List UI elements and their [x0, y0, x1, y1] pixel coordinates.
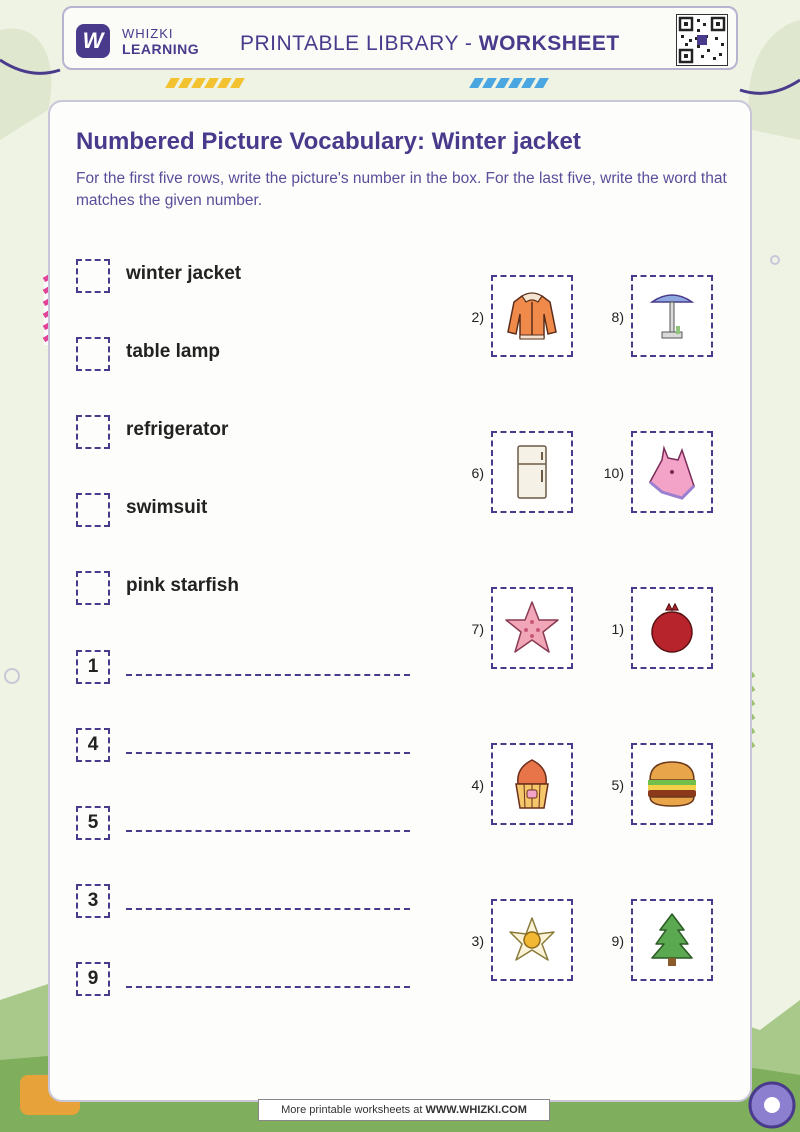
swimsuit-icon — [642, 442, 702, 502]
cupcake-icon — [502, 754, 562, 814]
vocab-word: pink starfish — [126, 575, 239, 596]
number-box: 5 — [76, 806, 110, 840]
picture-number: 2) — [471, 309, 484, 325]
picture-number: 10) — [603, 465, 624, 481]
brand-name-top: WHIZKI — [122, 26, 174, 41]
number-box: 1 — [76, 650, 110, 684]
picture-number: 9) — [611, 933, 624, 949]
number-box: 9 — [76, 962, 110, 996]
header-title-prefix: PRINTABLE LIBRARY - — [240, 32, 479, 55]
burger-icon — [642, 754, 702, 814]
qr-code-icon[interactable] — [676, 14, 728, 66]
pink-starfish-icon — [502, 598, 562, 658]
picture-card — [491, 431, 573, 513]
picture-number: 4) — [471, 777, 484, 793]
header-title — [240, 32, 620, 56]
pine-tree-icon — [642, 910, 702, 970]
picture-card — [631, 431, 713, 513]
pomegranate-icon — [642, 598, 702, 658]
vocab-word: refrigerator — [126, 419, 229, 440]
answer-line[interactable] — [126, 830, 410, 832]
picture-number: 6) — [471, 465, 484, 481]
footer-link[interactable]: WWW.WHIZKI.COM — [425, 1104, 527, 1116]
footer-text: More printable worksheets at — [281, 1104, 426, 1116]
picture-card — [631, 587, 713, 669]
answer-box[interactable] — [76, 259, 110, 293]
number-box: 3 — [76, 884, 110, 918]
picture-number: 1) — [611, 621, 624, 637]
answer-line[interactable] — [126, 752, 410, 754]
picture-card — [491, 587, 573, 669]
answer-box[interactable] — [76, 571, 110, 605]
picture-card — [631, 899, 713, 981]
picture-card — [491, 899, 573, 981]
picture-number: 5) — [611, 777, 624, 793]
daffodil-icon — [502, 910, 562, 970]
footer-banner — [258, 1099, 550, 1121]
answer-line[interactable] — [126, 674, 410, 676]
worksheet-instructions: For the first five rows, write the picture's number in the box. For the last five, write the word that matches the given number. — [76, 170, 727, 209]
picture-number: 8) — [611, 309, 624, 325]
answer-line[interactable] — [126, 986, 410, 988]
picture-card — [631, 275, 713, 357]
yellow-stripes — [168, 78, 242, 90]
vocab-word: swimsuit — [126, 497, 208, 518]
answer-box[interactable] — [76, 415, 110, 449]
table-lamp-icon — [642, 286, 702, 346]
brand-name-bottom: LEARNING — [122, 41, 200, 57]
refrigerator-icon — [502, 442, 562, 502]
whizki-logo[interactable]: W — [76, 24, 110, 58]
header-bar — [62, 6, 738, 70]
picture-card — [491, 743, 573, 825]
number-box: 4 — [76, 728, 110, 762]
worksheet-title: Numbered Picture Vocabulary: Winter jacket — [76, 128, 581, 155]
blue-stripes — [472, 78, 546, 90]
header-title-bold: WORKSHEET — [478, 32, 620, 55]
picture-card — [491, 275, 573, 357]
picture-number: 7) — [471, 621, 484, 637]
answer-box[interactable] — [76, 337, 110, 371]
picture-card — [631, 743, 713, 825]
winter-jacket-icon — [502, 286, 562, 346]
picture-number: 3) — [471, 933, 484, 949]
answer-line[interactable] — [126, 908, 410, 910]
vocab-word: winter jacket — [126, 263, 242, 284]
vocab-word: table lamp — [126, 341, 220, 362]
answer-box[interactable] — [76, 493, 110, 527]
